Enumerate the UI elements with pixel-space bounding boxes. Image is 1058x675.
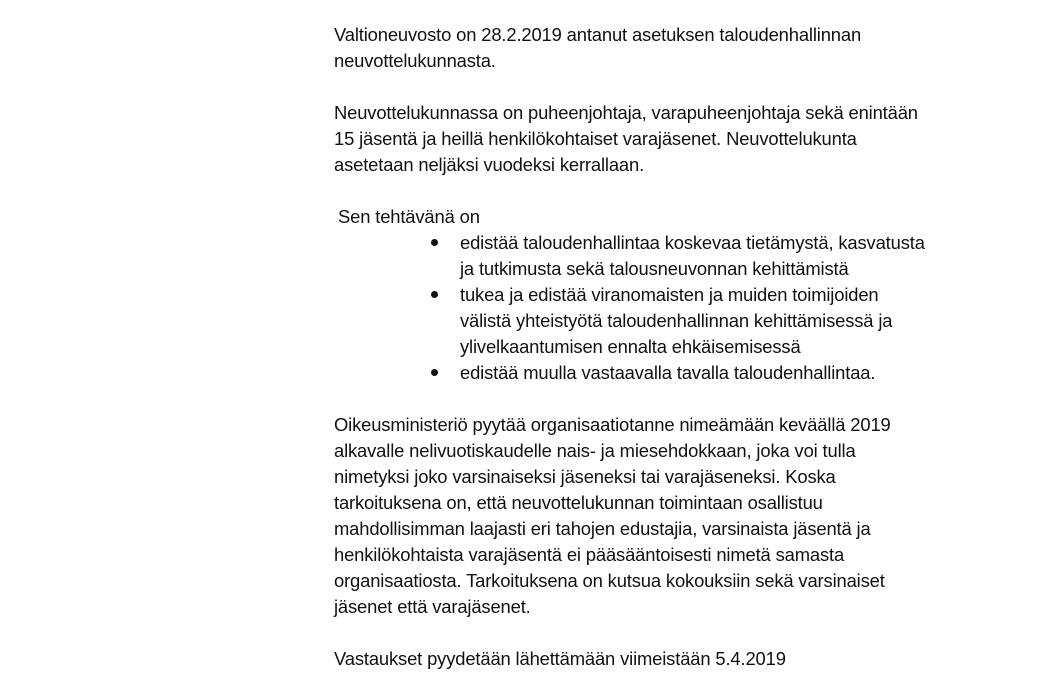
paragraph-spacer <box>334 386 974 412</box>
bullet-icon <box>431 369 438 376</box>
text-line: Neuvottelukunnassa on puheenjohtaja, varapuheenjohtaja sekä enintään <box>334 102 918 123</box>
paragraph-composition <box>334 100 974 178</box>
paragraph-spacer <box>334 74 974 100</box>
bullet-icon <box>431 291 438 298</box>
list-item <box>460 282 974 360</box>
tasks-list <box>334 230 974 386</box>
paragraph-request <box>334 412 974 620</box>
bullet-icon <box>431 239 438 246</box>
text-line: organisaatiosta. Tarkoituksena on kutsua kokouksiin sekä varsinaiset <box>334 570 885 591</box>
text-line: ylivelkaantumisen ennalta ehkäisemisessä <box>460 336 801 357</box>
list-item <box>460 360 974 386</box>
text-line: neuvottelukunnasta. <box>334 50 496 71</box>
paragraph-spacer <box>334 178 974 204</box>
text-line: ja tutkimusta sekä talousneuvonnan kehittämistä <box>460 258 849 279</box>
text-line: edistää muulla vastaavalla tavalla taloudenhallintaa. <box>460 362 876 383</box>
text-line: tarkoituksena on, että neuvottelukunnan toimintaan osallistuu <box>334 492 823 513</box>
tasks-intro: Sen tehtävänä on <box>338 206 480 227</box>
deadline-text: Vastaukset pyydetään lähettämään viimeistään 5.4.2019 <box>334 648 786 669</box>
text-line: tukea ja edistää viranomaisten ja muiden toimijoiden <box>460 284 879 305</box>
text-line: mahdollisimman laajasti eri tahojen edustajia, varsinaista jäsentä ja <box>334 518 871 539</box>
paragraph-spacer <box>334 620 974 646</box>
text-line: Valtioneuvosto on 28.2.2019 antanut asetuksen taloudenhallinnan <box>334 24 862 45</box>
text-line: välistä yhteistyötä taloudenhallinnan kehittämisessä ja <box>460 310 893 331</box>
text-line: jäsenet että varajäsenet. <box>334 596 531 617</box>
text-line: Oikeusministeriö pyytää organisaatiotanne nimeämään keväällä 2019 <box>334 414 891 435</box>
document-page <box>334 22 974 672</box>
paragraph-decree <box>334 22 974 74</box>
text-line: alkavalle nelivuotiskaudelle nais- ja miesehdokkaan, joka voi tulla <box>334 440 856 461</box>
text-line: nimetyksi joko varsinaiseksi jäseneksi tai varajäseneksi. Koska <box>334 466 836 487</box>
text-line: asetetaan neljäksi vuodeksi kerrallaan. <box>334 154 645 175</box>
text-line: 15 jäsentä ja heillä henkilökohtaiset varajäsenet. Neuvottelukunta <box>334 128 857 149</box>
text-line: henkilökohtaista varajäsentä ei pääsääntoisesti nimetä samasta <box>334 544 845 565</box>
list-item <box>460 230 974 282</box>
text-line: edistää taloudenhallintaa koskevaa tietämystä, kasvatusta <box>460 232 925 253</box>
